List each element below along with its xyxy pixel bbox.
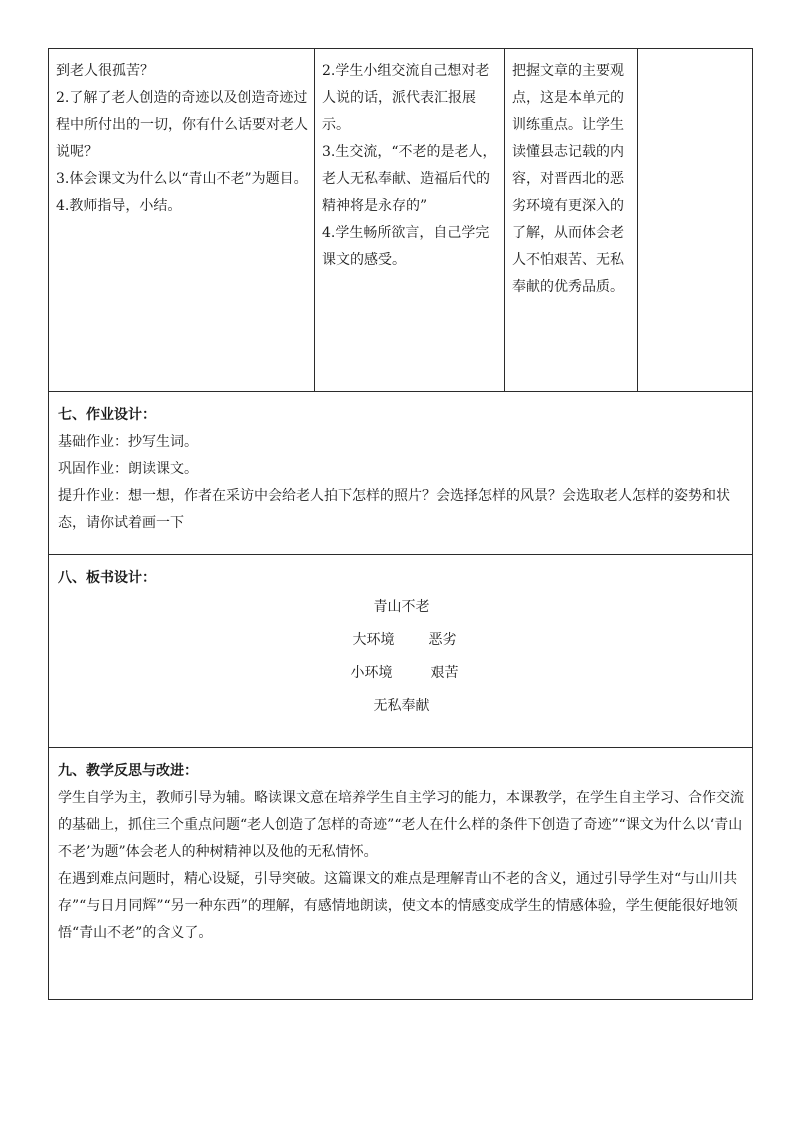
homework-line: 提升作业：想一想，作者在采访中会给老人拍下怎样的照片？会选择怎样的风景？会选取老人怎样的姿势和状态，请你试着画一下 — [58, 488, 730, 531]
teacher-line: 4.教师指导，小结。 — [56, 198, 182, 214]
homework-row — [49, 392, 753, 555]
student-line: 2.学生小组交流自己想对老人说的话，派代表汇报展示。 — [322, 63, 490, 133]
reflection-row — [49, 748, 753, 1000]
student-activity-cell — [315, 49, 505, 392]
board-cell — [49, 555, 753, 748]
teacher-activity-cell — [49, 49, 315, 392]
board-row1-left: 大环境 — [352, 632, 395, 648]
homework-line: 巩固作业：朗读课文。 — [58, 461, 198, 477]
lesson-plan-table — [48, 48, 753, 1000]
lesson-plan-page — [48, 48, 752, 1000]
board-heading: 八、板书设计： — [58, 570, 156, 586]
homework-heading: 七、作业设计： — [58, 407, 156, 423]
board-bottom: 无私奉献 — [373, 698, 430, 714]
reflection-paragraph: 在遇到难点问题时，精心设疑，引导突破。这篇课文的难点是理解青山不老的含义，通过引导学生对“与山川共存”“与日月同辉”“另一种东西”的理解，有感情地朗读，使文本的情感变成学生的情感体验，学生便能很好地领悟“青山不老”的含义了。 — [58, 871, 738, 941]
reflection-cell — [49, 748, 753, 1000]
reflection-paragraph: 学生自学为主，教师引导为辅。略读课文意在培养学生自主学习的能力，本课教学，在学生自主学习、合作交流的基础上，抓住三个重点问题“老人创造了怎样的奇迹”“老人在什么样的条件下创造了奇迹”“课文为什么以‘青山不老’为题”体会老人的种树精神以及他的无私情怀。 — [58, 790, 744, 860]
homework-cell — [49, 392, 753, 555]
intent-line: 把握文章的主要观点，这是本单元的训练重点。让学生读懂县志记载的内容，对晋西北的恶劣环境有更深入的了解，从而体会老人不怕艰苦、无私奉献的优秀品质。 — [512, 63, 624, 295]
board-row — [49, 555, 753, 748]
board-row2-left: 小环境 — [350, 665, 393, 681]
board-design — [58, 594, 745, 720]
design-intent-cell — [505, 49, 638, 392]
homework-line: 基础作业：抄写生词。 — [58, 434, 198, 450]
board-title: 青山不老 — [373, 599, 430, 615]
teacher-line: 到老人很孤苦？ — [56, 63, 154, 79]
board-row1-right: 恶劣 — [428, 632, 457, 648]
process-row — [49, 49, 753, 392]
teacher-line: 2.了解了老人创造的奇迹以及创造奇迹过程中所付出的一切，你有什么话要对老人说呢？ — [56, 90, 308, 160]
board-row-2 — [58, 660, 745, 687]
board-row2-right: 艰苦 — [430, 665, 459, 681]
student-line: 3.生交流，“不老的是老人，老人无私奉献、造福后代的精神将是永存的” — [322, 144, 497, 214]
empty-cell — [638, 49, 753, 392]
teacher-line: 3.体会课文为什么以“青山不老”为题目。 — [56, 171, 308, 187]
student-line: 4.学生畅所欲言，自己学完课文的感受。 — [322, 225, 490, 268]
board-row-1 — [58, 627, 745, 654]
reflection-heading: 九、教学反思与改进： — [58, 763, 198, 779]
